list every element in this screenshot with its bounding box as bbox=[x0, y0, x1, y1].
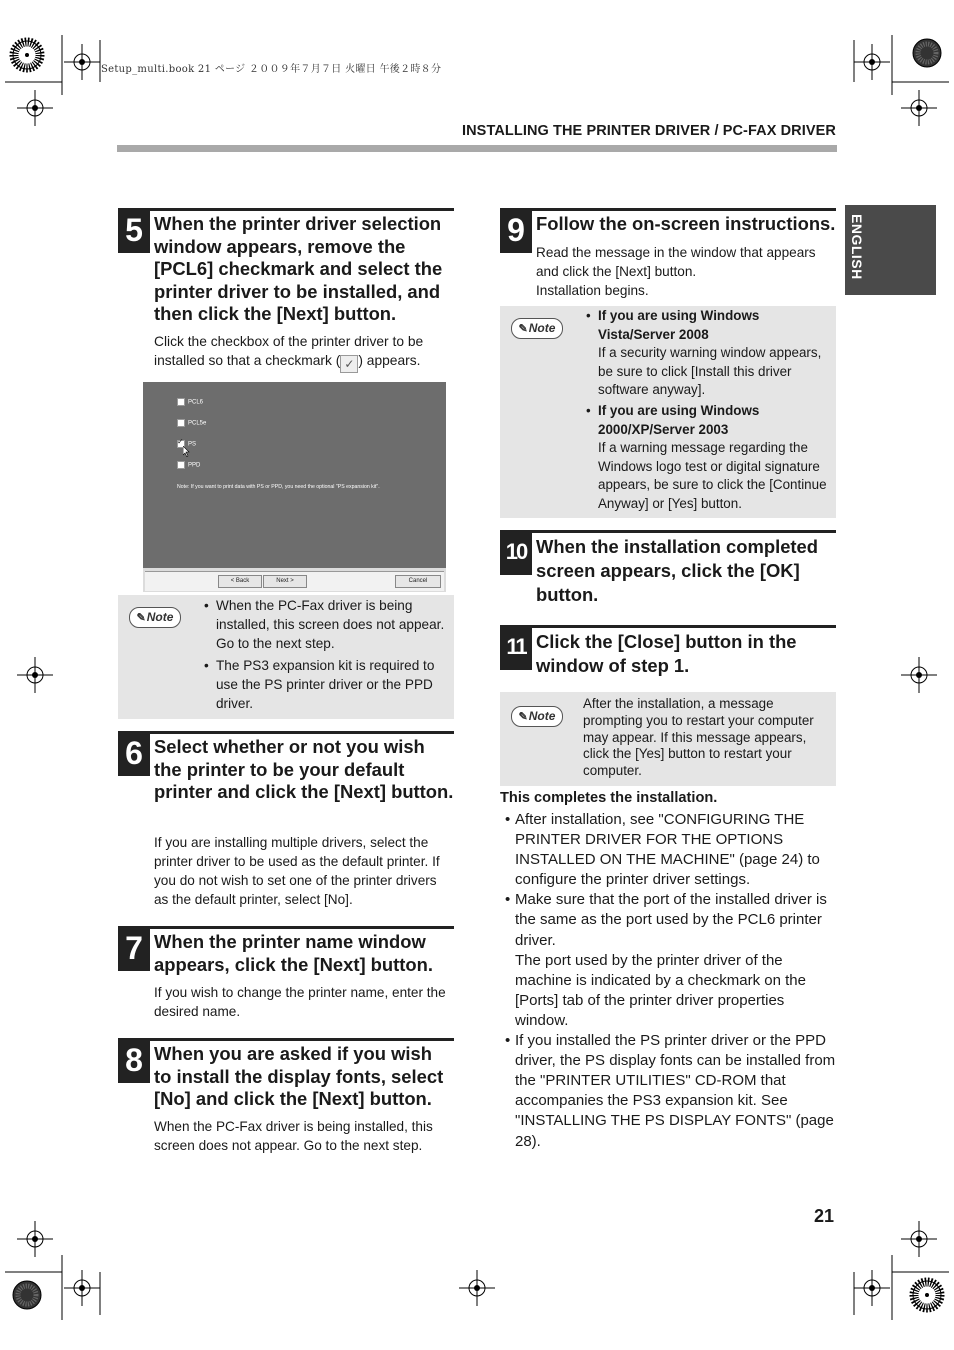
step-10-rule bbox=[500, 530, 836, 533]
step-5-note-box bbox=[118, 595, 454, 719]
step-9-number: 9 bbox=[500, 208, 532, 253]
option-ppd: PPD bbox=[177, 461, 200, 469]
checkmark-icon: ✓ bbox=[340, 355, 358, 373]
checkbox-icon bbox=[177, 398, 185, 406]
language-label: ENGLISH bbox=[849, 214, 865, 280]
driver-selection-screenshot bbox=[143, 382, 446, 592]
step-11-note-box bbox=[500, 692, 836, 786]
note-badge: ✎Note bbox=[129, 607, 181, 628]
step-7-number: 7 bbox=[118, 926, 150, 971]
option-pcl6: PCL6 bbox=[177, 398, 203, 406]
completion-item: • After installation, see "CONFIGURING THE PRINTER DRIVER FOR THE OPTIONS INSTALLED ON THE MACHINE" (page 24) to configure the printer driver settings. bbox=[500, 810, 836, 890]
step-6-title: Select whether or not you wish the printer to be your default printer and click the [Next] button. bbox=[154, 736, 454, 802]
step-11-note-text: After the installation, a message prompting you to restart your computer may appear. If this message appears, click the [Yes] button to restart your computer. bbox=[583, 696, 814, 779]
page-number: 21 bbox=[814, 1206, 835, 1226]
step-6-body: If you are installing multiple drivers, select the printer driver to be used as the default printer. If you do not wish to set one of the printer drivers as the default printer, select [No]. bbox=[154, 835, 440, 907]
checkbox-icon bbox=[177, 461, 185, 469]
note-item-heading: • If you are using Windows 2000/XP/Server 2003 bbox=[598, 402, 760, 437]
note-item-text: If a warning message regarding the Windows logo test or digital signature appears, be sure to click the [Continue Anyway] or [Yes] button. bbox=[598, 440, 827, 511]
step-8-title: When you are asked if you wish to install the display fonts, select [No] and click the [Next] button. bbox=[154, 1043, 444, 1109]
note-item: • The PS3 expansion kit is required to use the PS printer driver or the PPD driver. bbox=[204, 656, 448, 713]
step-6-number: 6 bbox=[118, 731, 150, 776]
language-side-tab bbox=[845, 205, 936, 295]
completion-item: • Make sure that the port of the installed driver is the same as the port used by the PCL6 printer driver. The port used by the printer driver of the machine is indicated by a checkmark on the [Ports] tab of the printer driver properties window. bbox=[500, 890, 836, 1031]
screenshot-button-bar bbox=[145, 571, 444, 591]
header-rule bbox=[117, 145, 837, 152]
pencil-icon: ✎ bbox=[518, 711, 528, 723]
step-11-number: 11 bbox=[500, 625, 532, 670]
step-5-rule bbox=[118, 208, 454, 211]
next-button: Next > bbox=[263, 575, 307, 588]
step-5-note-list bbox=[204, 596, 448, 713]
step-5-title: When the printer driver selection window appears, remove the [PCL6] checkmark and select the printer driver to be installed, and then click the [Next] button. bbox=[154, 213, 443, 324]
step-9-note-box bbox=[500, 306, 836, 518]
step-8-number: 8 bbox=[118, 1038, 150, 1083]
step-6-rule bbox=[118, 731, 454, 734]
step-8-body: When the PC-Fax driver is being installed, this screen does not appear. Go to the next step. bbox=[154, 1119, 433, 1153]
step-5-body-before: Click the checkbox of the printer driver to be installed so that a checkmark ( bbox=[154, 334, 424, 369]
step-10-title: When the installation completed screen appears, click the [OK] button. bbox=[536, 536, 819, 605]
step-5-number: 5 bbox=[118, 208, 150, 253]
pencil-icon: ✎ bbox=[136, 612, 146, 624]
step-9-note-list bbox=[586, 307, 832, 514]
note-item bbox=[586, 307, 832, 400]
screenshot-note: Note: If you want to print data with PS or PPD, you need the optional "PS expansion kit". bbox=[177, 484, 380, 490]
step-7-rule bbox=[118, 926, 454, 929]
option-ps: ✓PS bbox=[177, 440, 196, 448]
note-item: • When the PC-Fax driver is being installed, this screen does not appear. Go to the next step. bbox=[204, 596, 448, 653]
note-item-text: If a security warning window appears, be sure to click [Install this driver software anyway]. bbox=[598, 345, 822, 398]
step-7-body: If you wish to change the printer name, enter the desired name. bbox=[154, 985, 446, 1019]
completion-item: • If you installed the PS printer driver or the PPD driver, the PS display fonts can be installed from the "PRINTER UTILITIES" CD-ROM that accompanies the PS3 expansion kit. See "INSTALLING THE PS DISPLAY FONTS" (page 28). bbox=[500, 1031, 836, 1152]
cancel-button: Cancel bbox=[395, 575, 441, 588]
checkbox-icon bbox=[177, 419, 185, 427]
step-10-number: 10 bbox=[500, 530, 532, 575]
step-9-title: Follow the on-screen instructions. bbox=[536, 213, 836, 234]
page-header-title: INSTALLING THE PRINTER DRIVER / PC-FAX DRIVER bbox=[461, 123, 836, 139]
print-info: Setup_multi.book 21 ページ ２００９年７月７日 火曜日 午後２時８分 bbox=[101, 64, 442, 75]
note-badge: ✎Note bbox=[511, 318, 563, 339]
step-5-body-after: ) appears. bbox=[358, 353, 421, 369]
step-9-rule bbox=[500, 208, 836, 211]
note-badge: ✎Note bbox=[511, 706, 563, 727]
step-11-title: Click the [Close] button in the window of step 1. bbox=[536, 631, 797, 676]
back-button: < Back bbox=[218, 575, 262, 588]
step-7-title: When the printer name window appears, click the [Next] button. bbox=[154, 931, 433, 975]
step-5-body bbox=[154, 332, 450, 373]
option-pcl5e: PCL5e bbox=[177, 419, 206, 427]
note-item-heading: • If you are using Windows Vista/Server 2008 bbox=[598, 308, 760, 342]
note-item bbox=[586, 402, 832, 514]
completion-heading: This completes the installation. bbox=[500, 790, 718, 806]
screenshot-window bbox=[143, 382, 446, 568]
step-11-rule bbox=[500, 625, 836, 628]
mouse-cursor-icon bbox=[183, 446, 191, 457]
step-8-rule bbox=[118, 1038, 454, 1041]
step-9-body: Read the message in the window that appears and click the [Next] button. Installation begins. bbox=[536, 245, 816, 298]
pencil-icon: ✎ bbox=[518, 323, 528, 335]
completion-list bbox=[500, 810, 836, 1152]
